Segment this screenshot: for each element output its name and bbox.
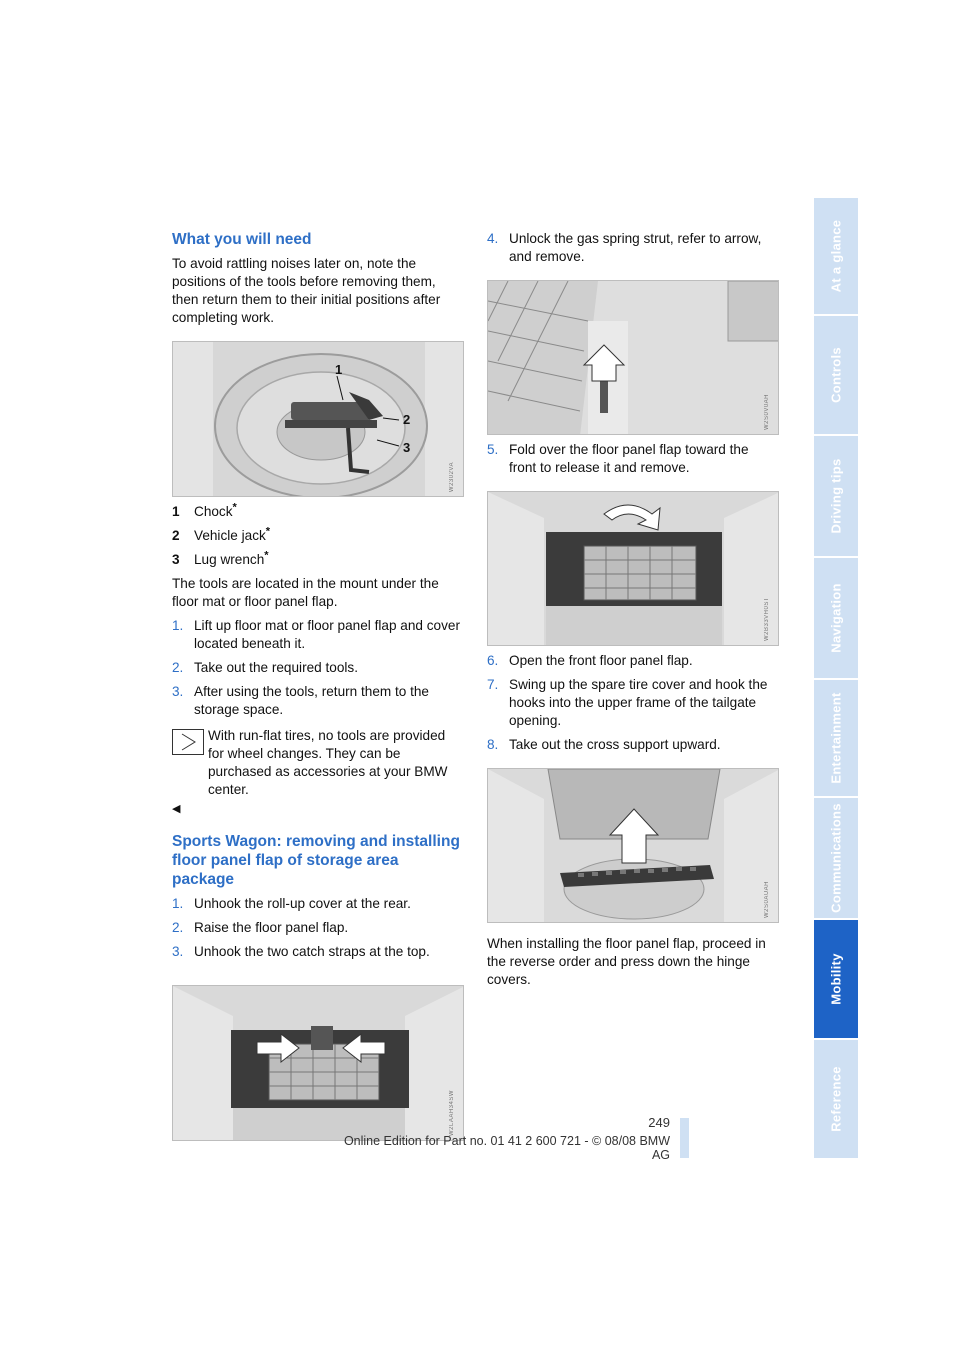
figure-code: W2LAAH34SW	[449, 1089, 455, 1136]
step-item: 1. Unhook the roll-up cover at the rear.	[172, 896, 411, 911]
section-heading-tools: What you will need	[172, 231, 312, 248]
left-column	[172, 230, 464, 1141]
cross-support-illustration	[488, 769, 779, 923]
step-item: 3. Unhook the two catch straps at the top.	[172, 944, 430, 959]
tab-mobility[interactable]: Mobility	[814, 920, 858, 1040]
steps-list-spare-cover	[487, 652, 779, 754]
figure-code: W2S0AUAH	[764, 880, 770, 918]
step-item: 2. Raise the floor panel flap.	[172, 920, 349, 935]
callout-3: 3	[403, 440, 411, 455]
figure-spare-wheel-tools	[172, 341, 464, 497]
footer-edition-text: Online Edition for Part no. 01 41 2 600 721 - © 08/08 BMW AG	[343, 1134, 670, 1162]
step-item: 7. Swing up the spare tire cover and hook the hooks into the upper frame of the tailgate opening.	[487, 677, 768, 728]
step-item: 5. Fold over the floor panel flap toward the front to release it and remove.	[487, 442, 749, 475]
end-mark-icon: ◀	[172, 803, 181, 815]
legend-item: 2 Vehicle jack*	[172, 525, 271, 543]
figure-code: W2302VA	[449, 461, 455, 492]
spare-wheel-illustration	[173, 342, 464, 497]
figure-cross-support	[487, 768, 779, 923]
step-item: 6. Open the front floor panel flap.	[487, 653, 693, 668]
fold-panel-illustration	[488, 492, 779, 646]
tab-communications[interactable]: Communications	[814, 798, 858, 920]
note-triangle-icon	[172, 729, 204, 755]
chapter-sidebar	[814, 198, 858, 1160]
gas-spring-illustration	[488, 281, 779, 435]
tab-reference[interactable]: Reference	[814, 1040, 858, 1160]
tab-driving-tips[interactable]: Driving tips	[814, 436, 858, 558]
section-heading-floor-panel: Sports Wagon: removing and installing floor panel flap of storage area package	[172, 833, 460, 888]
steps-list-floor-panel	[172, 895, 464, 961]
tab-controls[interactable]: Controls	[814, 316, 858, 436]
page-number: 249	[648, 1115, 670, 1130]
step-item: 4. Unlock the gas spring strut, refer to arrow, and remove.	[487, 231, 762, 264]
figure-code: W2S0V0AH	[764, 393, 770, 430]
legend-item: 3 Lug wrench*	[172, 549, 269, 567]
step-item: 2. Take out the required tools.	[172, 660, 358, 675]
footer-accent-bar	[680, 1118, 689, 1158]
step-item: 8. Take out the cross support upward.	[487, 737, 721, 752]
tab-at-a-glance[interactable]: At a glance	[814, 198, 858, 316]
callout-1: 1	[335, 362, 343, 377]
step-item: 3. After using the tools, return them to the storage space.	[172, 684, 429, 717]
steps-list-fold	[487, 441, 779, 477]
intro-paragraph: To avoid rattling noises later on, note the positions of the tools before removing them, then return them to their initial positions after completing work.	[172, 256, 441, 325]
tab-entertainment[interactable]: Entertainment	[814, 680, 858, 798]
figure-catch-straps	[172, 985, 464, 1141]
steps-list-tools	[172, 617, 464, 719]
right-column	[487, 230, 779, 989]
figure-code: W2B33VH0ST	[764, 596, 770, 641]
figure-fold-floor-panel	[487, 491, 779, 646]
closing-paragraph: When installing the floor panel flap, proceed in the reverse order and press down the hinge covers.	[487, 936, 766, 987]
legend-item: 1 Chock*	[172, 501, 237, 519]
step-item: 1. Lift up floor mat or floor panel flap and cover located beneath it.	[172, 618, 460, 651]
callout-2: 2	[403, 412, 411, 427]
figure-gas-spring-strut	[487, 280, 779, 435]
steps-list-strut	[487, 230, 779, 266]
tab-navigation[interactable]: Navigation	[814, 558, 858, 680]
legend-list	[172, 503, 464, 569]
catch-straps-illustration	[173, 986, 464, 1141]
note-run-flat: With run-flat tires, no tools are provided for wheel changes. They can be purchased as accessories at your BMW center. ◀	[172, 728, 448, 815]
tools-location-paragraph: The tools are located in the mount under the floor mat or floor panel flap.	[172, 576, 439, 609]
